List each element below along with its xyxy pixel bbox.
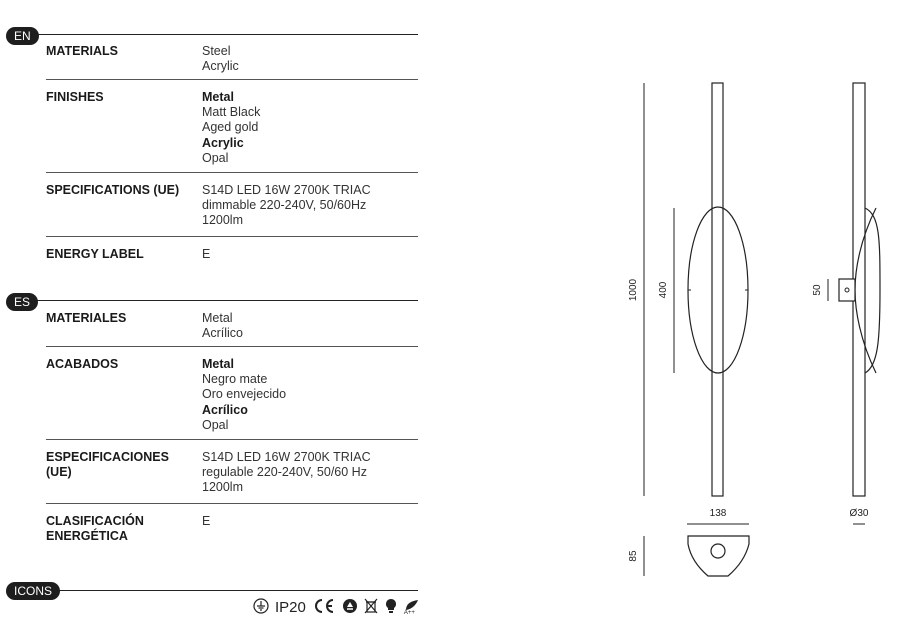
row-value [202, 357, 286, 433]
value-line: Steel [202, 44, 231, 58]
row-value [202, 183, 371, 229]
weee-bin-icon [364, 598, 378, 617]
section-rule-icons [30, 590, 418, 591]
bulb-icon [384, 598, 398, 617]
lang-tag-es: ES [6, 293, 38, 311]
side-diffuser-outer [865, 208, 880, 373]
value-line: Acrylic [202, 59, 239, 74]
value-line: Acrylic [202, 135, 244, 150]
value-line: 1200lm [202, 480, 243, 495]
value-line: S14D LED 16W 2700K TRIAC [202, 183, 371, 197]
earth-ground-icon [253, 598, 269, 617]
value-line: Aged gold [202, 120, 259, 135]
row-label: ENERGY LABEL [46, 247, 144, 261]
row-value [202, 247, 210, 262]
row-value [202, 450, 371, 496]
row-label: MATERIALES [46, 311, 127, 325]
value-line: Negro mate [202, 372, 268, 387]
row-divider [46, 79, 418, 80]
row-label: ESPECIFICACIONES (UE) [46, 450, 169, 479]
bracket-dimension-label: 50 [812, 284, 823, 296]
row-label: ACABADOS [46, 357, 119, 371]
ip-rating: IP20 [275, 599, 306, 616]
row-label: CLASIFICACIÓN ENERGÉTICA [46, 514, 144, 543]
value-line: Opal [202, 417, 229, 432]
height-dimension-label: 1000 [628, 278, 639, 302]
value-line: Opal [202, 150, 229, 165]
row-label: MATERIALS [46, 44, 118, 58]
row-value [202, 44, 239, 74]
value-line: E [202, 247, 211, 261]
lang-tag-en: EN [6, 27, 39, 45]
front-rod [712, 83, 723, 496]
certification-icons [253, 598, 420, 617]
row-divider [46, 503, 418, 504]
side-bracket [839, 279, 855, 301]
row-divider [46, 172, 418, 173]
row-value [202, 514, 210, 529]
bottom-view-hole [711, 544, 725, 558]
row-divider [46, 439, 418, 440]
value-line: 1200lm [202, 213, 243, 228]
value-line: regulable 220-240V, 50/60 Hz [202, 465, 367, 480]
ce-mark-icon [312, 598, 336, 617]
value-line: Metal [202, 90, 234, 104]
value-line: Matt Black [202, 105, 261, 120]
value-line: Metal [202, 311, 233, 325]
technical-drawing [610, 70, 890, 590]
value-line: Metal [202, 357, 234, 371]
row-label: FINISHES [46, 90, 104, 104]
value-line: Acrílico [202, 326, 243, 341]
lang-tag-icons: ICONS [6, 582, 60, 600]
energy-class-text: A++ [403, 609, 415, 616]
diameter-dimension-label: Ø30 [849, 508, 869, 519]
row-divider [46, 236, 418, 237]
width-dimension-label: 138 [709, 508, 727, 519]
row-value [202, 90, 260, 166]
depth-dimension-label: 85 [628, 550, 639, 562]
value-line: E [202, 514, 211, 528]
row-value [202, 311, 243, 341]
value-line: dimmable 220-240V, 50/60Hz [202, 198, 367, 213]
value-line: S14D LED 16W 2700K TRIAC [202, 450, 371, 464]
energy-class-icon [404, 599, 420, 617]
diffuser-dimension-label: 400 [658, 281, 669, 299]
section-rule-en [30, 34, 418, 35]
row-divider [46, 346, 418, 347]
recycle-icon [342, 598, 358, 617]
value-line: Oro envejecido [202, 387, 287, 402]
section-rule-es [30, 300, 418, 301]
value-line: Acrílico [202, 402, 248, 417]
row-label: SPECIFICATIONS (UE) [46, 183, 180, 197]
